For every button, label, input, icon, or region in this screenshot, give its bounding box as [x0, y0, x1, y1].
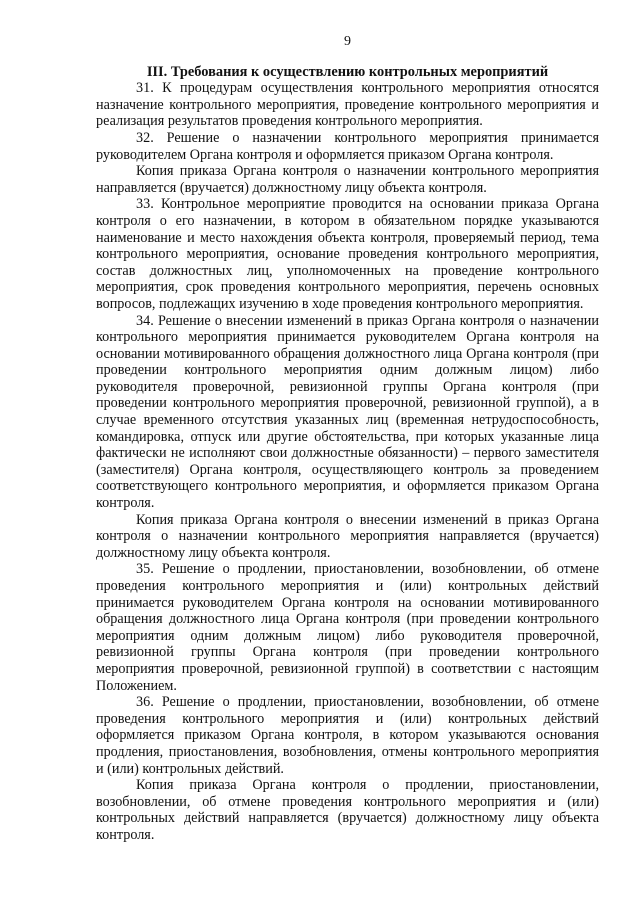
paragraph-34: 34. Решение о внесении изменений в приказ Органа контроля о назначении контрольного мероприятия принимается руководителем Органа контроля на основании мотивированного обращения должностного лица Органа контроля (при проведении контрольного мероприятия одним должным лицом) либо руководителя проверочной, ревизионной группы Органа контроля (при проведении контрольного мероприятия проверочной, ревизионной группой), а в случае временного отсутствия указанных лиц (временная нетрудоспособность, командировка, отпуск или другие обстоятельства, при которых указанные лица фактически не исполняют свои должностные обязанности) – первого заместителя (заместителя) Органа контроля, осуществляющего контроль за проведением соответствующего контрольного мероприятия, и оформляется приказом Органа контроля. [96, 312, 599, 512]
paragraph-36-copy: Копия приказа Органа контроля о продлении, приостановлении, возобновлении, об отмене проведения контрольного мероприятия и (или) контрольных действий направляется (вручается) должностному лицу объекта контроля. [96, 777, 599, 843]
section-heading: III. Требования к осуществлению контрольных мероприятий [146, 63, 549, 80]
paragraph-36: 36. Решение о продлении, приостановлении, возобновлении, об отмене проведения контрольного мероприятия и (или) контрольных действий оформляется приказом Органа контроля, в котором указываются основания продления, приостановления, возобновления, отмены контрольного мероприятия и (или) контрольных действий. [96, 694, 599, 777]
document-page [96, 34, 599, 844]
paragraph-35: 35. Решение о продлении, приостановлении, возобновлении, об отмене проведения контрольного мероприятия и (или) контрольных действий принимается руководителем Органа контроля на основании мотивированного обращения должностного лица Органа контроля (при проведении контрольного мероприятия одним должным лицом) либо руководителя проверочной, ревизионной группы Органа контроля (при проведении контрольного мероприятия проверочной, ревизионной группой) в соответствии с настоящим Положением. [96, 561, 599, 694]
paragraph-31: 31. К процедурам осуществления контрольного мероприятия относятся назначение контрольного мероприятия, проведение контрольного мероприятия и реализация результатов проведения контрольного мероприятия. [96, 80, 599, 130]
paragraph-32-copy: Копия приказа Органа контроля о назначении контрольного мероприятия направляется (вручается) должностному лицу объекта контроля. [96, 163, 599, 196]
paragraph-32: 32. Решение о назначении контрольного мероприятия принимается руководителем Органа контроля и оформляется приказом Органа контроля. [96, 129, 599, 163]
paragraph-33: 33. Контрольное мероприятие проводится на основании приказа Органа контроля о его назначении, в котором в обязательном порядке указываются наименование и место нахождения объекта контроля, проверяемый период, тема контрольного мероприятия, основание проведения контрольного мероприятия, состав должностных лиц, уполномоченных на проведение контрольного мероприятия, срок проведения контрольного мероприятия, перечень основных вопросов, подлежащих изучению в ходе проведения контрольного мероприятия. [96, 196, 599, 312]
page-number: 9 [344, 34, 351, 49]
paragraph-34-copy: Копия приказа Органа контроля о внесении изменений в приказ Органа контроля о назначении контрольного мероприятия направляется (вручается) должностному лицу объекта контроля. [96, 511, 599, 561]
